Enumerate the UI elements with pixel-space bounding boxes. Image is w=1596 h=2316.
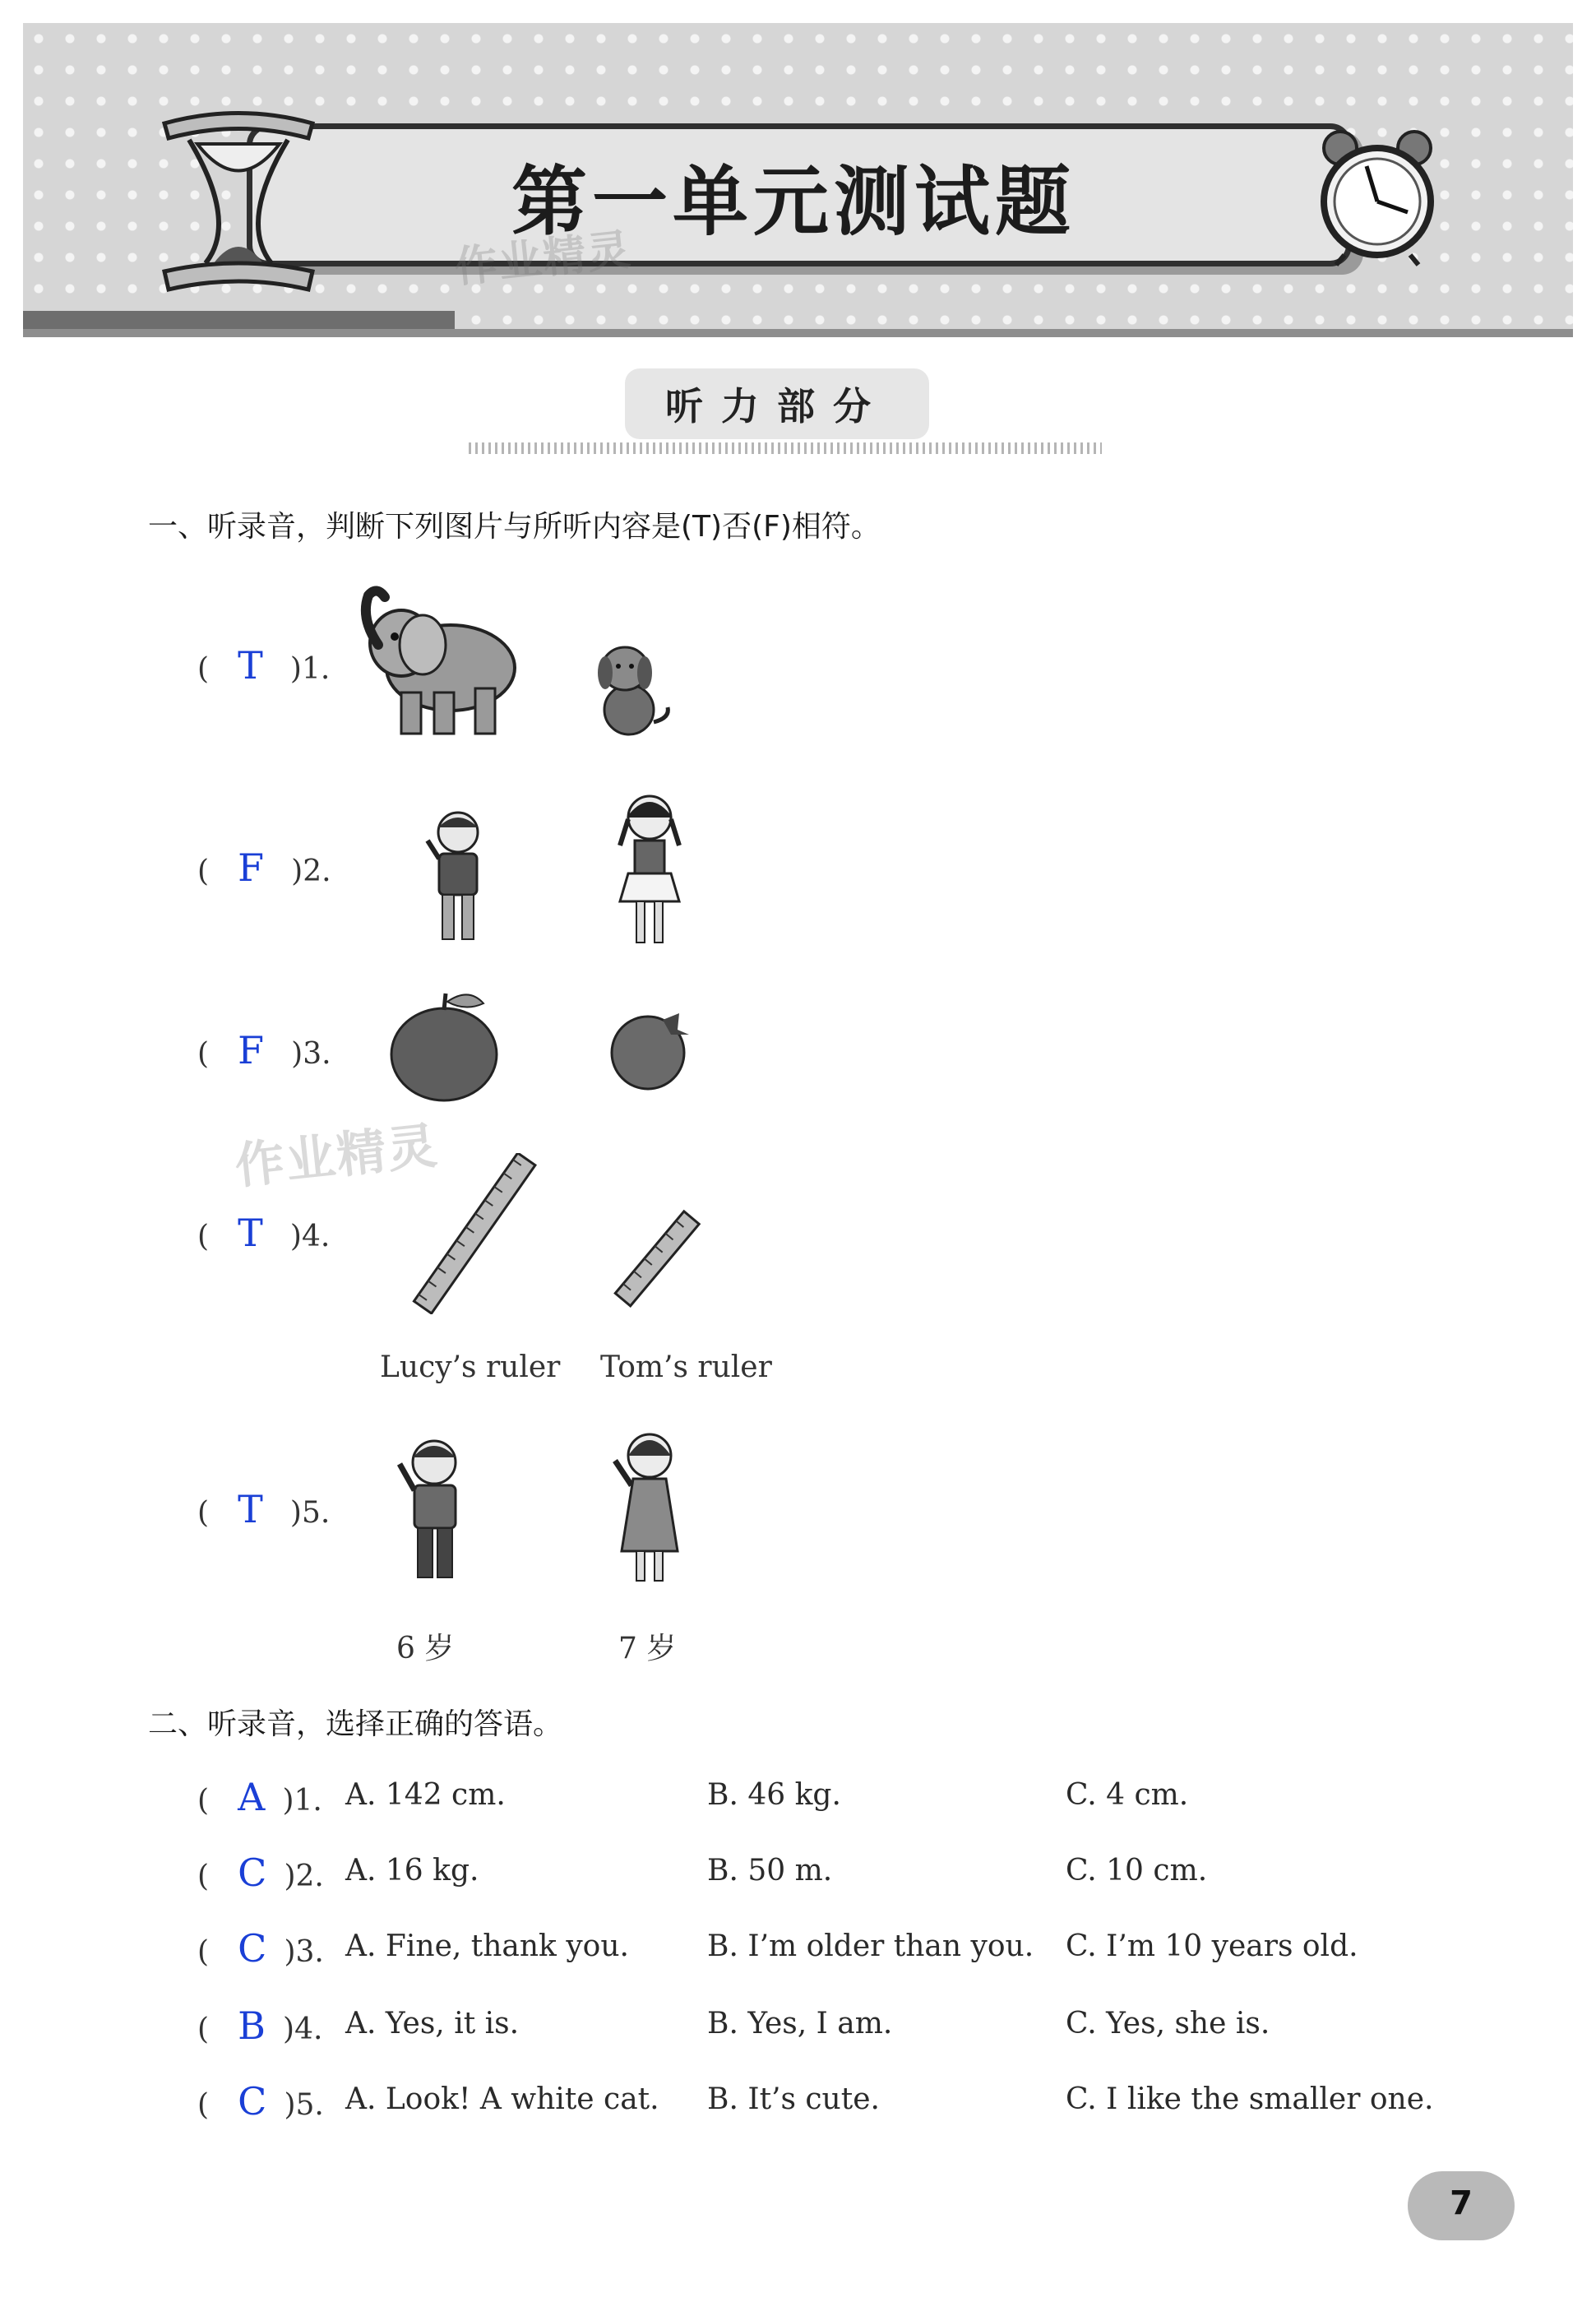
question-number: )4. [283,2013,323,2046]
option-c: C. I like the smaller one. [1066,2082,1434,2116]
picture-caption: Lucy’s ruler [380,1350,561,1384]
paren-open: ( [197,2013,210,2046]
paren-open: ( [197,1496,210,1530]
picture-caption: Tom’s ruler [600,1350,772,1384]
picture-caption: 7 岁 [618,1632,677,1665]
part1-item-1 [197,643,330,688]
answer-field[interactable]: A [238,1775,266,1819]
boy-waving-icon [391,1436,474,1584]
part2-item-3 [197,1926,324,1971]
paren-open: ( [197,1784,210,1818]
apple-icon [386,987,502,1104]
orange-icon [605,1010,694,1092]
question-number: )3. [291,1037,331,1071]
page-title: 第一单元测试题 [511,158,1076,246]
long-ruler-icon [409,1153,541,1314]
question-number: )1. [282,1784,322,1818]
elephant-icon [344,586,525,742]
question-number: )5. [289,1496,331,1530]
part2-item-2 [197,1850,324,1895]
answer-field[interactable]: C [238,2079,267,2124]
part1-item-3 [197,1028,331,1072]
option-c: C. Yes, she is. [1066,2007,1270,2040]
option-b: B. I’m older than you. [707,1929,1034,1963]
picture-caption: 6 岁 [396,1632,455,1665]
puppy-icon [592,640,674,739]
paren-open: ( [197,1860,210,1893]
option-a: A. Look! A white cat. [345,2082,659,2116]
option-a: A. 16 kg. [345,1854,479,1888]
paren-open: ( [197,855,210,888]
option-b: B. Yes, I am. [707,2007,893,2040]
answer-field[interactable]: T [238,643,263,688]
girl-icon [608,788,691,948]
option-a: A. 142 cm. [345,1778,506,1812]
part1-instruction: 一、听录音，判断下列图片与所听内容是(T)否(F)相符。 [148,510,881,544]
part1-item-4 [197,1211,330,1255]
option-b: B. 50 m. [707,1854,833,1888]
question-number: )4. [289,1220,331,1253]
question-number: )3. [284,1935,324,1969]
watermark: 作业精灵 [452,225,635,294]
paren-open: ( [197,1037,210,1071]
paren-open: ( [197,2088,210,2122]
paren-open: ( [197,652,210,686]
question-number: )2. [284,1860,324,1893]
option-a: A. Fine, thank you. [345,1929,629,1963]
option-c: C. I’m 10 years old. [1066,1929,1358,1963]
option-a: A. Yes, it is. [345,2007,520,2040]
paren-open: ( [197,1935,210,1969]
answer-field[interactable]: F [238,845,265,890]
girl-waving-icon [605,1428,687,1586]
answer-field[interactable]: B [238,2003,266,2048]
part2-item-4 [197,2003,322,2048]
part1-item-2 [197,845,331,890]
section-title: 听力部分 [665,384,889,428]
short-ruler-icon [608,1206,707,1313]
banner-strip [23,311,455,329]
watermark: 作业精灵 [232,1117,442,1196]
answer-field[interactable]: T [238,1211,263,1255]
option-b: B. 46 kg. [707,1778,841,1812]
option-b: B. It’s cute. [707,2082,880,2116]
question-number: )1. [289,652,331,686]
part2-item-5 [197,2079,324,2124]
option-c: C. 4 cm. [1066,1778,1189,1812]
part1-item-5 [197,1487,330,1531]
answer-field[interactable]: T [238,1487,263,1531]
answer-field[interactable]: C [238,1850,267,1895]
question-number: )5. [284,2088,324,2122]
page-number: 7 [1450,2184,1473,2222]
answer-field[interactable]: C [238,1926,267,1971]
paren-open: ( [197,1220,210,1253]
answer-field[interactable]: F [238,1028,265,1072]
section-rule [469,442,1102,454]
part2-item-1 [197,1775,322,1819]
boy-icon [421,808,495,946]
option-c: C. 10 cm. [1066,1854,1208,1888]
part2-instruction: 二、听录音，选择正确的答语。 [148,1707,563,1741]
question-number: )2. [291,855,331,888]
